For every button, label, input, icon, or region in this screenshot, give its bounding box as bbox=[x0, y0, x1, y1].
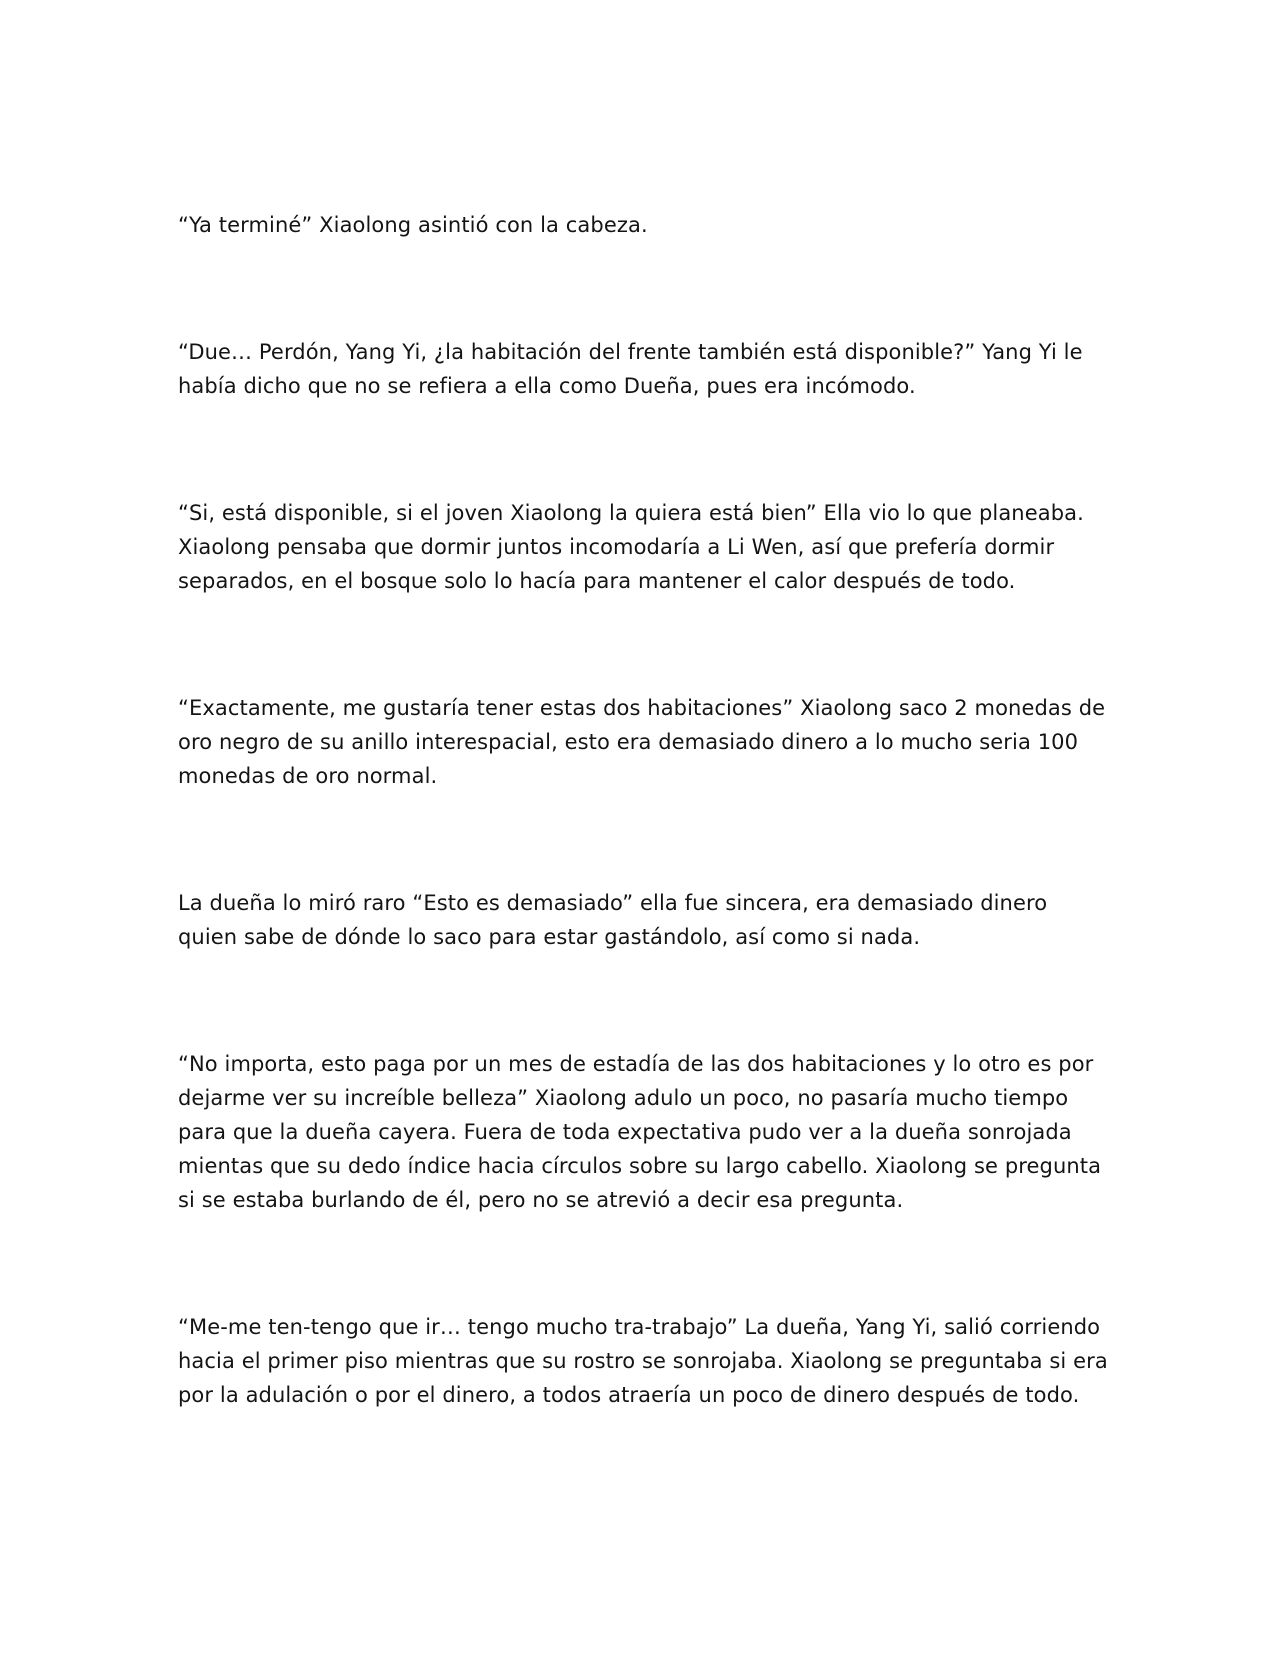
paragraph-3: “Si, está disponible, si el joven Xiaolong la quiera está bien” Ella vio lo que planeaba. Xiaolong pensaba que dormir juntos incomodaría a Li Wen, así que prefería dormir separados, en el bosque solo lo hacía para mantener el calor después de todo. bbox=[178, 501, 1084, 593]
paragraph-7: “Me-me ten-tengo que ir… tengo mucho tra-trabajo” La dueña, Yang Yi, salió corriendo hacia el primer piso mientras que su rostro se sonrojaba. Xiaolong se preguntaba si era por la adulación o por el dinero, a todos atraería un poco de dinero después de todo. bbox=[178, 1315, 1108, 1407]
paragraph-6: “No importa, esto paga por un mes de estadía de las dos habitaciones y lo otro es por dejarme ver su increíble belleza” Xiaolong adulo un poco, no pasaría mucho tiempo para que la dueña cayera. Fuera de toda expectativa pudo ver a la dueña sonrojada mientas que su dedo índice hacia círculos sobre su largo cabello. Xiaolong se pregunta si se estaba burlando de él, pero no se atrevió a decir esa pregunta. bbox=[178, 1052, 1102, 1212]
paragraph-5: La dueña lo miró raro “Esto es demasiado” ella fue sincera, era demasiado dinero quien sabe de dónde lo saco para estar gastándolo, así como si nada. bbox=[178, 891, 1048, 949]
paragraph-2: “Due… Perdón, Yang Yi, ¿la habitación del frente también está disponible?” Yang Yi le había dicho que no se refiera a ella como Dueña, pues era incómodo. bbox=[178, 340, 1083, 398]
paragraph-1: “Ya terminé” Xiaolong asintió con la cabeza. bbox=[178, 213, 648, 237]
text-column bbox=[178, 208, 1108, 1505]
paragraph-4: “Exactamente, me gustaría tener estas dos habitaciones” Xiaolong saco 2 monedas de oro negro de su anillo interespacial, esto era demasiado dinero a lo mucho seria 100 monedas de oro normal. bbox=[178, 696, 1106, 788]
